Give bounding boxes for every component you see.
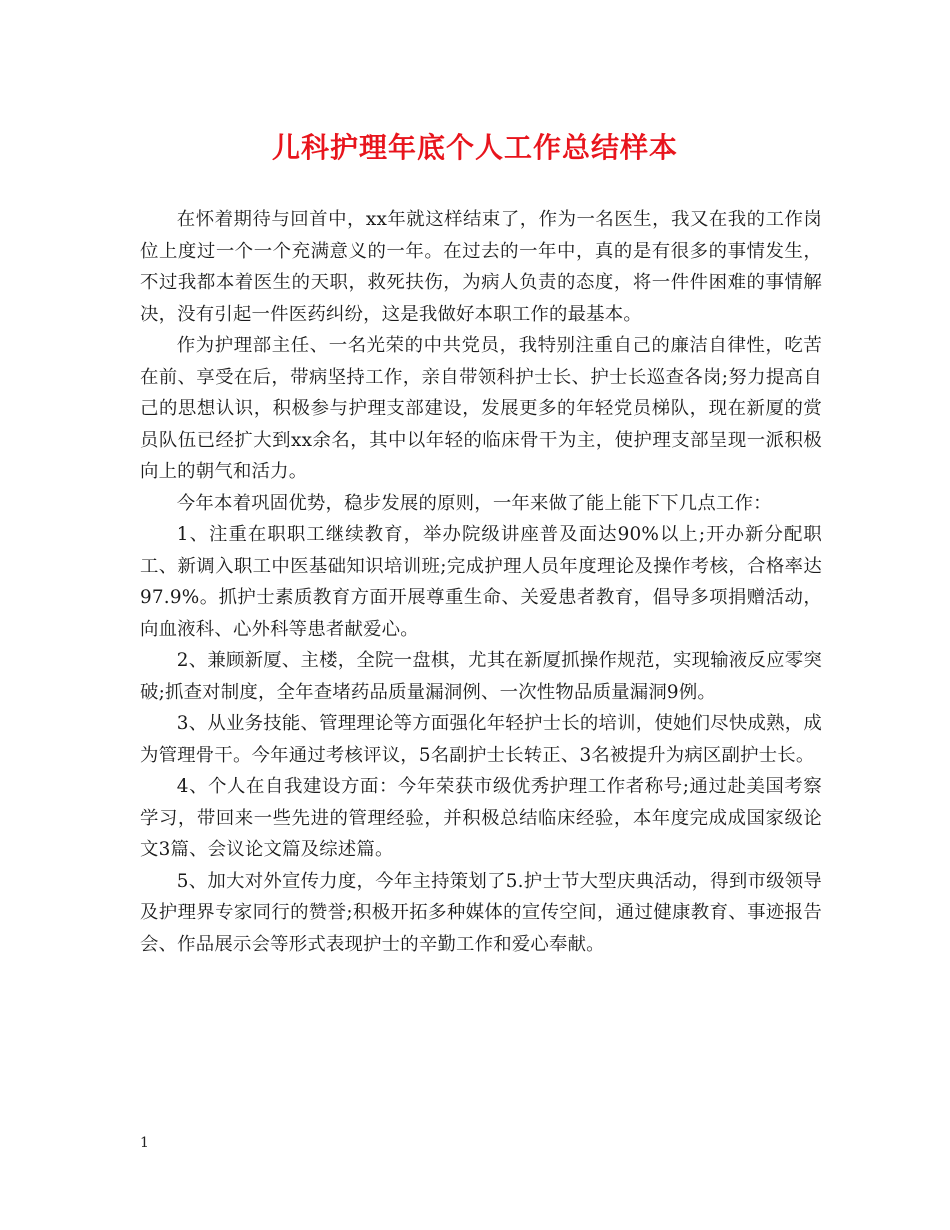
- paragraph-party-member: 作为护理部主任、一名光荣的中共党员，我特别注重自己的廉洁自律性，吃苦在前、享受在后，带病坚持工作，亲自带领科护士长、护士长巡查各岗;努力提高自己的思想认识，积极参与护理支部建设，发展更多的年轻党员梯队，现在新厦的赏员队伍已经扩大到xx余名，其中以年轻的临床骨干为主，使护理支部呈现一派积极向上的朝气和活力。: [140, 335, 822, 482]
- paragraph-item-4: 4、个人在自我建设方面：今年荣获市级优秀护理工作者称号;通过赴美国考察学习，带回来一些先进的管理经验，并积极总结临床经验，本年度完成成国家级论文3篇、会议论文篇及综述篇。: [140, 776, 822, 860]
- document-body: [140, 204, 822, 960]
- paragraph-item-2: 2、兼顾新厦、主楼，全院一盘棋，尤其在新厦抓操作规范，实现输液反应零突破;抓查对制度，全年查堵药品质量漏洞例、一次性物品质量漏洞9例。: [140, 650, 822, 703]
- paragraph-item-1: 1、注重在职职工继续教育，举办院级讲座普及面达90%以上;开办新分配职工、新调入职工中医基础知识培训班;完成护理人员年度理论及操作考核，合格率达97.9%。抓护士素质教育方面开展尊重生命、关爱患者教育，倡导多项捐赠活动，向血液科、心外科等患者献爱心。: [140, 524, 822, 640]
- page-number: 1: [140, 1135, 149, 1151]
- paragraph-work-overview: 今年本着巩固优势，稳步发展的原则，一年来做了能上能下下几点工作：: [176, 492, 772, 514]
- paragraph-item-5: 5、加大对外宣传力度，今年主持策划了5.护士节大型庆典活动，得到市级领导及护理界专家同行的赞誉;积极开拓多种媒体的宣传空间，通过健康教育、事迹报告会、作品展示会等形式表现护士的辛勤工作和爱心奉献。: [140, 870, 822, 955]
- paragraph-intro: 在怀着期待与回首中，xx年就这样结束了，作为一名医生，我又在我的工作岗位上度过一个一个充满意义的一年。在过去的一年中，真的是有很多的事情发生，不过我都本着医生的天职，救死扶伤，为病人负责的态度，将一件件困难的事情解决，没有引起一件医药纠纷，这是我做好本职工作的最基本。: [140, 209, 822, 325]
- document-title: 儿科护理年底个人工作总结样本: [271, 131, 678, 164]
- paragraph-item-3: 3、从业务技能、管理理论等方面强化年轻护士长的培训，使她们尽快成熟，成为管理骨干。今年通过考核评议，5名副护士长转正、3名被提升为病区副护士长。: [140, 713, 822, 766]
